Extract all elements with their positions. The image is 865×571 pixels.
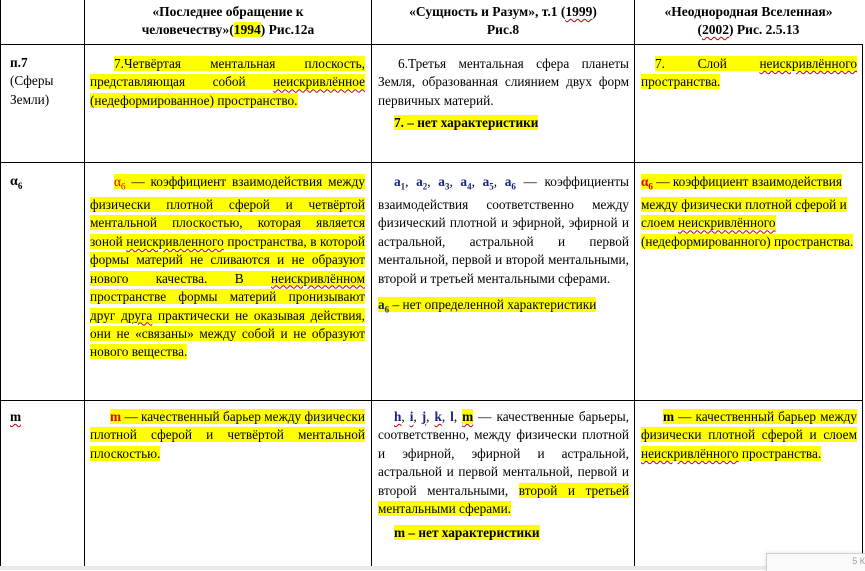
row-p7-label-line3: Земли)	[10, 91, 50, 107]
row-alpha6-col-2	[378, 173, 629, 319]
coefficient-symbol: a	[378, 297, 385, 313]
barrier-symbol: m	[394, 525, 406, 541]
table-border	[84, 0, 85, 570]
alpha-symbol: α	[641, 174, 649, 189]
row-p7-col-3	[641, 55, 857, 92]
text-run: — качественные барьеры, соответственно, между физически плотной и эфирной, эфирной и астральной, астральной и первой ментальной, первой и второй ментальными,	[378, 409, 630, 498]
header-col-1-year: 1994	[233, 22, 261, 37]
text-run: — коэффициент взаимодействия между физически плотной сферой и слоем	[641, 174, 847, 231]
table-border	[634, 0, 635, 570]
row-p7-label-line2: (Сферы	[10, 73, 54, 89]
header-col-3-line1: «Неоднородная Вселенная»	[664, 4, 833, 19]
row-m-col-1	[90, 408, 365, 463]
table-border	[0, 162, 863, 163]
text-run: — качественный барьер между физически плотной сферой и четвёртой ментальной плоскостью.	[90, 409, 365, 461]
row-p7-col-2-text: 6.Третья ментальная сфера планеты Земля, образованная слиянием двух форм первичных материй.	[378, 56, 629, 108]
row-alpha6-col-2-note-line	[378, 296, 629, 319]
alpha-subscript: 6	[17, 180, 23, 191]
table-border	[0, 44, 863, 45]
text-run: второй и третьей ментальными сферами.	[378, 482, 629, 517]
header-col-1-text: ) Рис.12а	[260, 22, 315, 37]
alpha-symbol: α	[10, 174, 18, 189]
text-run: (недеформированного) пространства.	[641, 233, 854, 249]
header-col-3-text: (	[697, 22, 703, 37]
coefficient-subscript: 3	[444, 181, 450, 192]
alpha-symbol: α	[114, 174, 121, 189]
row-p7-label	[10, 54, 82, 109]
row-p7-col-1	[90, 55, 365, 110]
row-p7-label-line1: п.7	[10, 55, 28, 70]
coefficient-subscript: 1	[400, 181, 406, 192]
text-run: — качественный барьер между физически плотной сферой и слоем	[641, 409, 857, 443]
header-col-1	[85, 3, 371, 39]
text-run: — коэффициенты взаимодействия соответственно между физический плотной и эфирной, эфирной и астральной, астральной и первой ментальной, первой и второй ментальными, второй и третьей ментальными сферами.	[378, 174, 629, 286]
coefficient-subscript: 2	[422, 181, 428, 192]
coefficient-symbol: a	[416, 174, 423, 189]
barrier-symbol: m	[663, 409, 675, 424]
row-p7-col-2-note-line	[378, 114, 629, 132]
row-alpha6-col-2-text: $a_1$, $a_2$, $a_3$, $a_4$, $a_5$, $a_6$ — коэффициенты взаимодействия соответственно между физический плотной и эфирной, эфирной и астральной, астральной и первой ментальной, первой и второй ментальными, второй и третьей ментальными сферами.	[378, 174, 629, 286]
text-run: — коэффициент взаимодействия между физически плотной сферой и четвёртой ментальной плоскостью, которая является зоной	[90, 174, 365, 249]
coefficient-symbol: a	[460, 174, 468, 189]
row-m-col-2-note	[394, 525, 540, 540]
coefficient-symbol: a	[482, 174, 490, 189]
header-col-3-year: 2002	[702, 22, 730, 37]
header-col-2	[372, 3, 634, 39]
row-m-col-2-text: h, i, j, k, l, m — качественные барьеры, соответственно, между физически плотной и эфирной, эфирной и астральной, астральной и первой ментальной, первой и второй ментальными, второй и третьей ментальными сферами.	[378, 409, 630, 517]
text-run: пространстве формы материй пронизывают друг	[90, 289, 365, 323]
coefficient-subscript: 4	[467, 181, 472, 192]
text-run: неискривлённом	[271, 270, 365, 286]
text-run: друга	[121, 307, 153, 323]
header-col-3-line2	[635, 21, 862, 39]
row-m-col-3	[641, 408, 857, 463]
text-run: неискривлённого	[641, 445, 739, 461]
table-border	[0, 400, 863, 401]
barrier-symbol: m	[110, 409, 122, 424]
row-alpha6-col-1-text	[90, 174, 365, 359]
text-run: неискривлённого	[759, 56, 857, 71]
row-alpha6-col-3-text	[641, 174, 853, 249]
text-run: пространства.	[641, 74, 721, 90]
header-col-3	[635, 3, 862, 39]
barrier-symbol: l	[450, 409, 454, 424]
text-run: неискривлённое	[273, 74, 365, 90]
text-run: пространства, в которой формы материй не сливаются и не образуют нового качества. В	[90, 233, 365, 286]
table-border	[0, 0, 1, 570]
header-col-2-line1	[372, 3, 634, 21]
barrier-symbol: m	[10, 409, 22, 424]
barrier-symbol: k	[434, 409, 442, 424]
coefficient-symbol: a	[504, 174, 512, 189]
row-p7-col-2-note: 7. – нет характеристики	[394, 115, 539, 131]
text-run: неискривленного	[126, 233, 224, 249]
header-col-1-line2	[85, 21, 371, 39]
coefficient-subscript: 5	[489, 181, 494, 192]
text-run: (недеформированное) пространство.	[90, 92, 298, 108]
text-run: пространства.	[738, 445, 822, 461]
row-p7-col-2	[378, 55, 629, 133]
header-col-1-line1: «Последнее обращение к	[152, 4, 304, 19]
barrier-symbol: m	[462, 409, 474, 424]
alpha-subscript: 6	[120, 181, 126, 192]
row-m-col-2	[378, 408, 629, 543]
coefficient-subscript: 6	[511, 181, 516, 192]
header-col-2-text: «Сущность и Разум», т.1 (	[409, 4, 566, 19]
overlay-panel-corner	[766, 553, 865, 571]
header-col-1-text: человечеству»(	[141, 22, 234, 37]
row-m-col-2-note-line	[378, 524, 629, 542]
row-m-col-3-text	[641, 409, 857, 461]
row-m-label	[10, 408, 82, 426]
table-border	[371, 0, 372, 570]
header-col-2-text: )	[592, 4, 597, 19]
coefficient-subscript: 6	[384, 304, 390, 315]
text-run: – нет характеристики	[405, 525, 540, 541]
row-m-col-1-text	[90, 409, 365, 461]
text-run: – нет определенной характеристики	[389, 297, 597, 313]
row-p7-col-1-text	[90, 56, 365, 108]
text-run: 7. Слой	[655, 56, 760, 71]
overlay-panel-label: 5 К	[852, 556, 865, 566]
row-alpha6-label	[10, 173, 82, 195]
coefficient-symbol: a	[394, 174, 401, 189]
text-run: неискривлённого	[678, 215, 776, 231]
header-col-2-line2: Рис.8	[486, 22, 520, 37]
row-alpha6-col-2-note	[378, 297, 597, 315]
text-run: 7.Четвёртая ментальная плоскость, представляющая собой	[90, 56, 365, 90]
barrier-symbol: j	[421, 409, 427, 424]
text-run: практически не оказывая действия, они не «связаны» между собой и не образуют нового вещества.	[90, 307, 365, 360]
header-col-3-text: ) Рис. 2.5.13	[729, 22, 800, 37]
alpha-subscript: 6	[648, 181, 653, 192]
header-col-2-year: 1999	[565, 4, 593, 19]
table-border	[862, 44, 863, 570]
window-bottom-edge	[0, 566, 865, 570]
row-alpha6-col-3	[641, 173, 857, 251]
coefficient-symbol: a	[438, 174, 445, 189]
barrier-symbol: h	[394, 409, 402, 424]
row-alpha6-col-1	[90, 173, 365, 362]
barrier-symbol: i	[409, 409, 414, 424]
row-p7-col-3-text	[641, 56, 857, 89]
